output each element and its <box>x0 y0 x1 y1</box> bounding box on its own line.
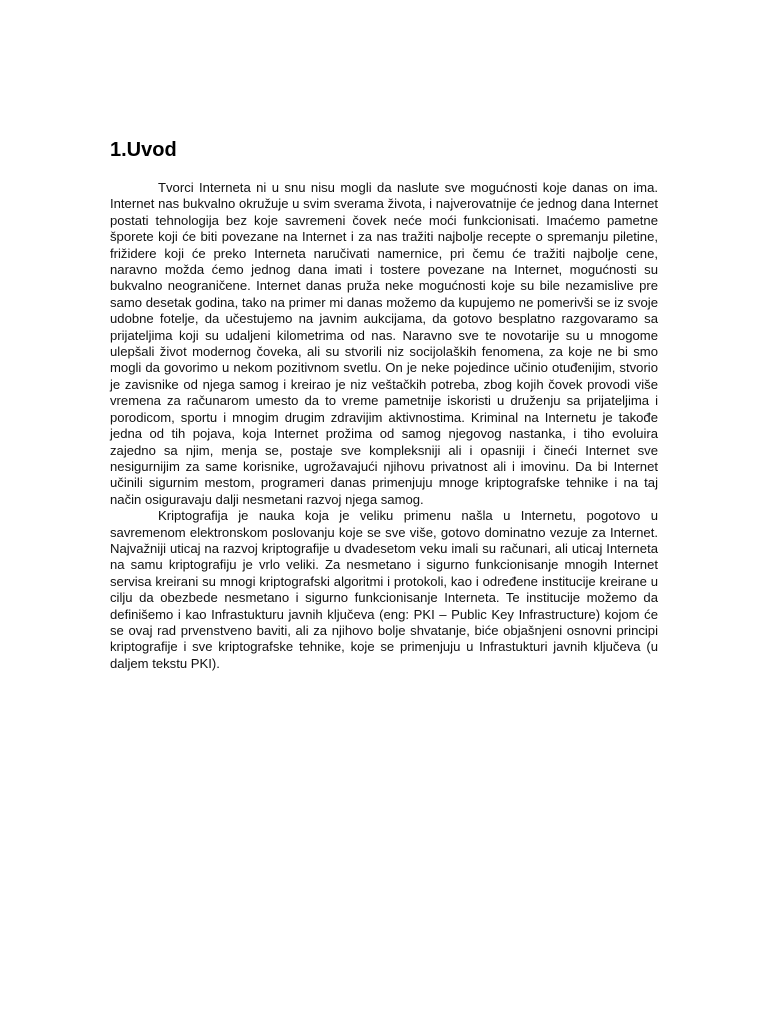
paragraph-intro: Tvorci Interneta ni u snu nisu mogli da naslute sve mogućnosti koje danas on ima. Internet nas bukvalno okružuje u svim sverama života, i najverovatnije će jednog dana Internet postati tehnologija bez koje savremeni čovek neće moći funkcionisati. Imaćemo pametne šporete koji će biti povezane na Internet i za nas tražiti najbolje recepte o spremanju piletine, frižidere koji će preko Interneta naručivati namernice, pri čemu će tražiti najbolje cene, naravno možda ćemo jednog dana imati i tostere povezane na Internet, mogućnosti su bukvalno neograničene. Internet danas pruža neke mogućnosti koje su bile nezamislive pre samo desetak godina, tako na primer mi danas možemo da kupujemo ne pomerivši se iz svoje udobne fotelje, da učestujemo na javnim aukcijama, da gotovo besplatno razgovaramo sa prijateljima koji su udaljeni kilometrima od nas. Naravno sve te novotarije su u mnogome ulepšali život modernog čoveka, ali su stvorili niz socijolaških fenomena, za koje ne bi smo mogli da govorimo u nekom pozitivnom svetlu. On je neke pojedince učinio otuđenijim, stvorio je zavisnike od njega samog i kreirao je niz veštačkih potreba, zbog kojih čovek provodi više vremena za računarom umesto da to vreme pametnije iskoristi u druženju sa prijateljima i porodicom, sportu i mnogim drugim zdravijim aktivnostima. Kriminal na Internetu je takođe jedna od tih pojava, koja Internet prožima od samog njegovog nastanka, i tiho evoluira zajedno sa njim, menja se, postaje sve kompleksniji ali i opasniji i čineći Internet sve nesigurnijim za same korisnike, ugrožavajući njihovu privatnost ali i imovinu. Da bi Internet učinili sigurnim mestom, programeri danas primenjuju mnoge kriptografske tehnike i na taj način osiguravaju dalji nesmetani razvoj njega samog. <box>110 180 658 507</box>
body-text <box>110 180 658 672</box>
paragraph-cryptography: Kriptografija je nauka koja je veliku primenu našla u Internetu, pogotovo u savremenom elektronskom poslovanju koje se sve više, gotovo dominatno vezuje za Internet. Najvažniji uticaj na razvoj kriptografije u dvadesetom veku imali su računari, ali uticaj Interneta na samu kriptografiju je vrlo veliki. Za nesmetano i sigurno funkcionisanje mnogih Internet servisa kreirani su mnogi kriptografski algoritmi i protokoli, kao i određene institucije kreirane u cilju da obezbede nesmetano i sigurno funkcionisanje Interneta. Te institucije možemo da definišemo i kao Infrastukturu javnih ključeva (eng: PKI – Public Key Infrastructure) kojom će se ovaj rad prvenstveno baviti, ali za njihovo bolje shvatanje, biće objašnjeni osnovni principi kriptografije i sve kriptografske tehnike, koje se primenjuju u Infrastukturi javnih ključeva (u daljem tekstu PKI). <box>110 508 658 671</box>
section-heading: 1.Uvod <box>110 139 177 161</box>
